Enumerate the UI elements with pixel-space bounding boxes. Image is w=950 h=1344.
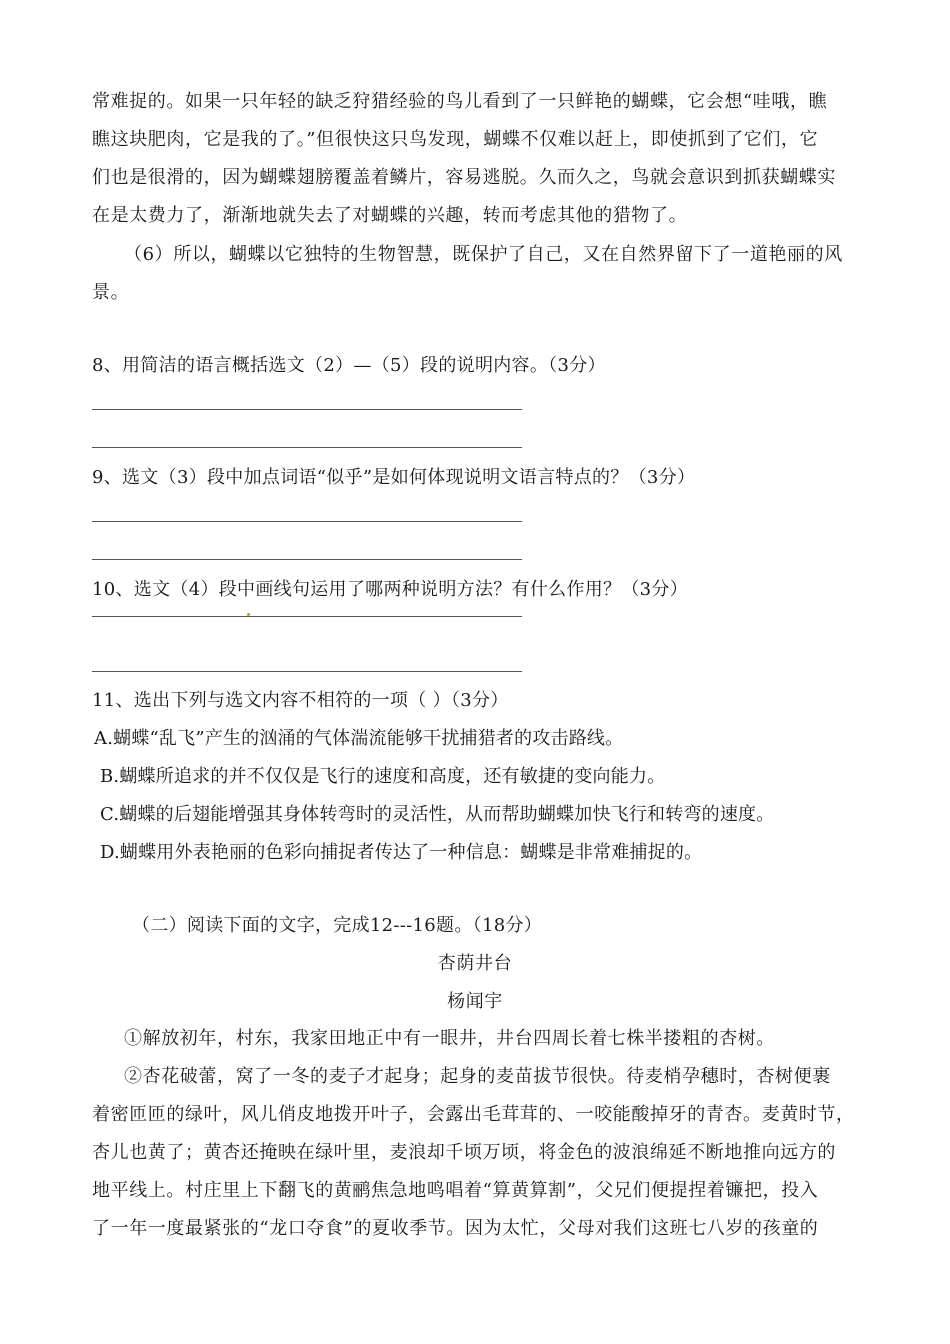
answer-line[interactable] <box>92 559 522 560</box>
question-11: 11、选出下列与选文内容不相符的一项（ ）（3分） <box>92 690 509 711</box>
section-heading: （二）阅读下面的文字，完成12---16题。（18分） <box>132 915 543 936</box>
passage-line: 瞧这块肥肉，它是我的了。”但很快这只鸟发现，蝴蝶不仅难以赶上，即使抓到了它们，它 <box>92 129 819 150</box>
article-line: 了一年一度最紧张的“龙口夺食”的夏收季节。因为太忙，父母对我们这班七八岁的孩童的 <box>92 1218 819 1239</box>
option-c: C.蝴蝶的后翅能增强其身体转弯时的灵活性，从而帮助蝴蝶加快飞行和转弯的速度。 <box>100 804 775 825</box>
answer-line[interactable] <box>92 616 522 617</box>
article-paragraph-2: ②杏花破蕾，窝了一冬的麦子才起身；起身的麦苗拔节很快。待麦梢孕穗时，杏树便裹 <box>124 1066 831 1087</box>
answer-line[interactable] <box>92 409 522 410</box>
ink-dot <box>247 613 250 616</box>
answer-line[interactable] <box>92 671 522 672</box>
question-10: 10、选文（4）段中画线句运用了哪两种说明方法？有什么作用？（3分） <box>92 579 689 600</box>
question-8: 8、用简洁的语言概括选文（2）—（5）段的说明内容。（3分） <box>92 355 606 376</box>
article-line: 地平线上。村庄里上下翻飞的黄鹂焦急地鸣唱着“算黄算割”，父兄们便提捏着镰把，投入 <box>92 1180 819 1201</box>
article-line: 着密匝匝的绿叶，风儿俏皮地拨开叶子，会露出毛茸茸的、一咬能酸掉牙的青杏。麦黄时节， <box>92 1104 855 1125</box>
passage-paragraph-6: （6）所以，蝴蝶以它独特的生物智慧，既保护了自己，又在自然界留下了一道艳丽的风 <box>124 244 843 265</box>
answer-line[interactable] <box>92 447 522 448</box>
article-title: 杏荫井台 <box>437 953 513 974</box>
passage-line: 们也是很滑的，因为蝴蝶翅膀覆盖着鳞片，容易逃脱。久而久之，鸟就会意识到抓获蝴蝶实 <box>92 167 836 188</box>
article-author: 杨闻宇 <box>447 991 503 1012</box>
answer-line[interactable] <box>92 521 522 522</box>
article-line: 杏儿也黄了；黄杏还掩映在绿叶里，麦浪却千顷万顷，将金色的波浪绵延不断地推向远方的 <box>92 1142 836 1163</box>
passage-line: 在是太费力了，渐渐地就失去了对蝴蝶的兴趣，转而考虑其他的猎物了。 <box>92 205 688 226</box>
option-d: D.蝴蝶用外表艳丽的色彩向捕捉者传达了一种信息：蝴蝶是非常难捕捉的。 <box>100 842 703 863</box>
article-paragraph-1: ①解放初年，村东，我家田地正中有一眼井，井台四周长着七株半搂粗的杏树。 <box>124 1028 775 1049</box>
option-b: B.蝴蝶所追求的并不仅仅是飞行的速度和高度，还有敏捷的变向能力。 <box>100 766 666 787</box>
question-9: 9、选文（3）段中加点词语“似乎”是如何体现说明文语言特点的？（3分） <box>92 467 696 488</box>
passage-line: 景。 <box>92 282 130 303</box>
option-a: A.蝴蝶“乱飞”产生的汹涌的气体湍流能够干扰捕猎者的攻击路线。 <box>94 728 624 749</box>
passage-line: 常难捉的。如果一只年轻的缺乏狩猎经验的鸟儿看到了一只鲜艳的蝴蝶，它会想“哇哦，瞧 <box>92 91 828 112</box>
